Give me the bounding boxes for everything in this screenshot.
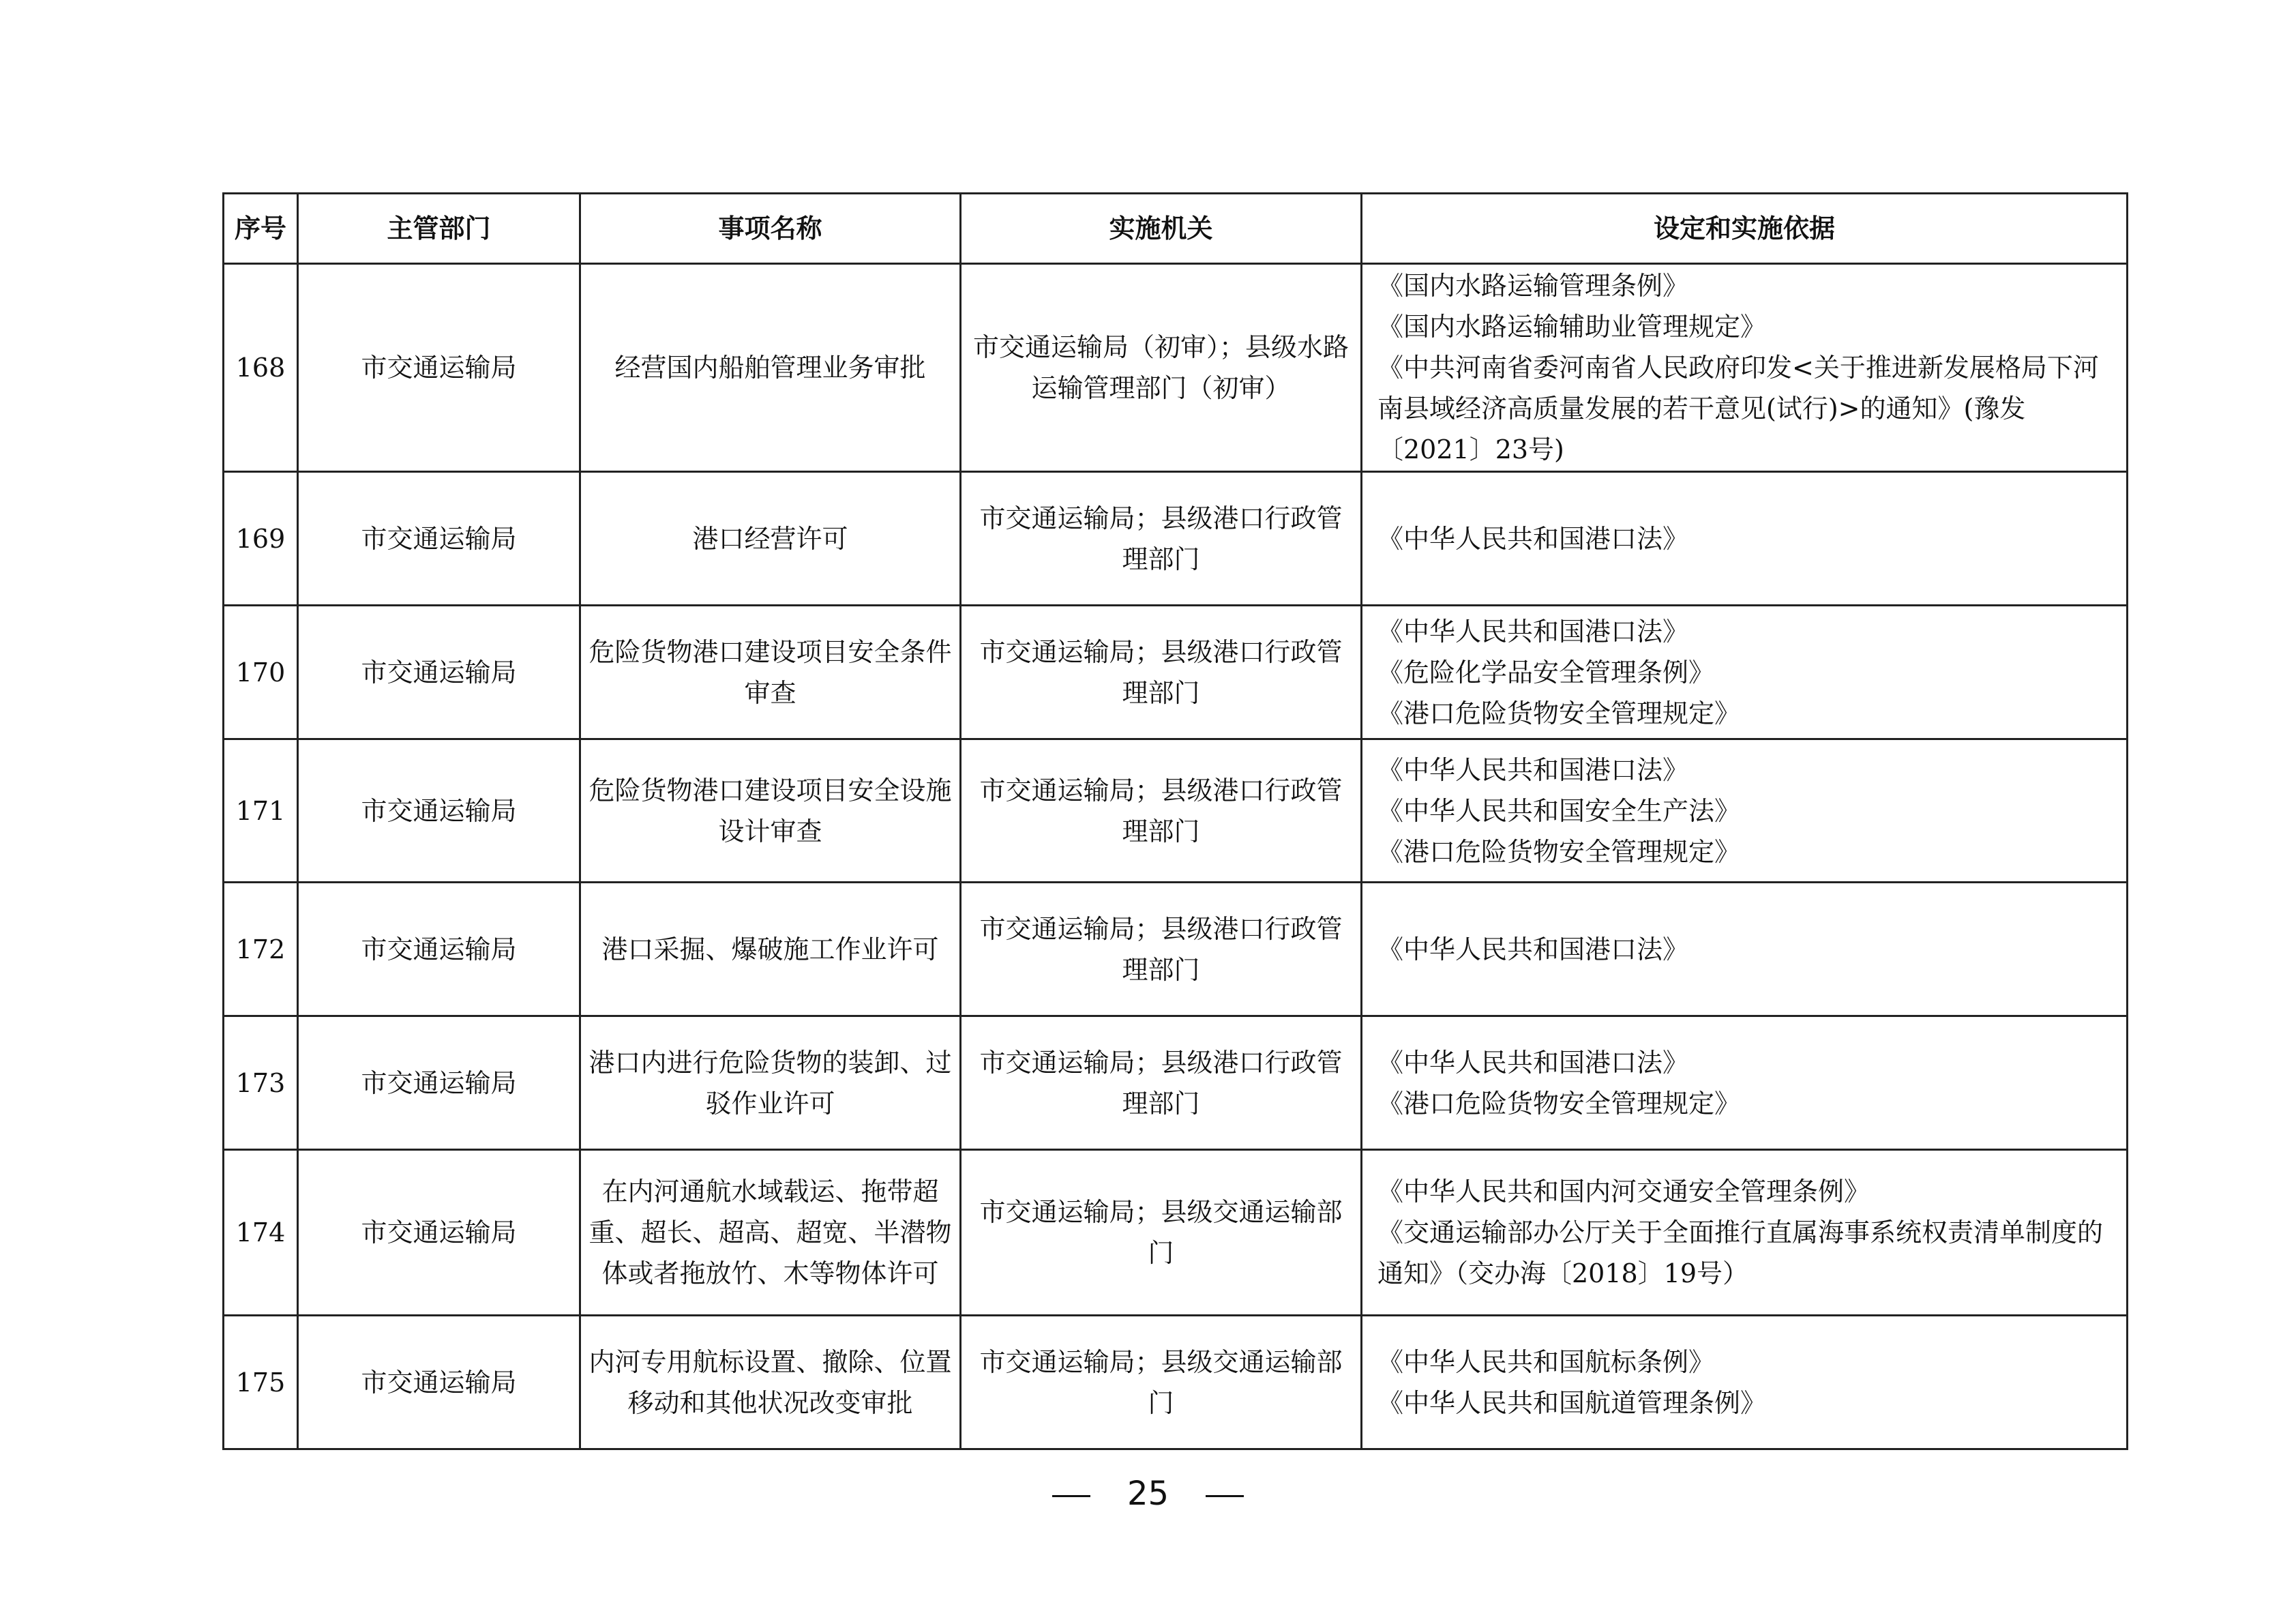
header-serial-number: 序号 [224,194,298,264]
table-row [224,472,2128,606]
right-dash [1206,1495,1244,1497]
cell-implementing-agency: 市交通运输局；县级交通运输部门 [961,1316,1362,1449]
cell-department: 市交通运输局 [298,472,580,606]
cell-implementing-agency: 市交通运输局；县级交通运输部门 [961,1150,1362,1316]
cell-department: 市交通运输局 [298,1150,580,1316]
cell-implementing-agency: 市交通运输局；县级港口行政管理部门 [961,472,1362,606]
table-row [224,606,2128,739]
cell-item-name: 港口经营许可 [580,472,961,606]
cell-department: 市交通运输局 [298,264,580,472]
basis-line: 《国内水路运输管理条例》 [1377,271,1689,301]
basis-line: 《中华人民共和国内河交通安全管理条例》 [1377,1177,1870,1207]
basis-line: 《中华人民共和国港口法》 [1377,1047,1689,1078]
basis-line: 《港口危险货物安全管理规定》 [1377,836,1741,867]
table-row [224,1016,2128,1150]
cell-item-name: 港口内进行危险货物的装卸、过驳作业许可 [580,1016,961,1150]
cell-legal-basis [1362,264,2128,472]
header-item-name: 事项名称 [580,194,961,264]
cell-serial-number: 172 [224,883,298,1016]
cell-implementing-agency: 市交通运输局（初审）；县级水路运输管理部门（初审） [961,264,1362,472]
table-header-row [224,194,2128,264]
table-row [224,1150,2128,1316]
cell-legal-basis [1362,739,2128,883]
cell-item-name: 危险货物港口建设项目安全设施设计审查 [580,739,961,883]
cell-item-name: 经营国内船舶管理业务审批 [580,264,961,472]
cell-implementing-agency: 市交通运输局；县级港口行政管理部门 [961,883,1362,1016]
header-legal-basis: 设定和实施依据 [1362,194,2128,264]
basis-line: 《中华人民共和国港口法》 [1377,616,1689,647]
approval-table-container [222,192,2126,1450]
cell-department: 市交通运输局 [298,606,580,739]
cell-serial-number: 170 [224,606,298,739]
header-department: 主管部门 [298,194,580,264]
basis-line: 《中华人民共和国安全生产法》 [1377,795,1741,826]
cell-serial-number: 174 [224,1150,298,1316]
table-row [224,883,2128,1016]
basis-line: 《港口危险货物安全管理规定》 [1377,1088,1741,1119]
cell-legal-basis [1362,1016,2128,1150]
table-row [224,739,2128,883]
cell-legal-basis [1362,472,2128,606]
cell-implementing-agency: 市交通运输局；县级港口行政管理部门 [961,739,1362,883]
header-implementing-agency: 实施机关 [961,194,1362,264]
cell-serial-number: 173 [224,1016,298,1150]
cell-item-name: 在内河通航水域载运、拖带超重、超长、超高、超宽、半潜物体或者拖放竹、木等物体许可 [580,1150,961,1316]
cell-legal-basis [1362,1150,2128,1316]
basis-line: 《国内水路运输辅助业管理规定》 [1377,312,1767,342]
cell-legal-basis [1362,1316,2128,1449]
left-dash [1052,1495,1090,1497]
cell-serial-number: 175 [224,1316,298,1449]
basis-line: 《中华人民共和国港口法》 [1377,523,1689,554]
cell-department: 市交通运输局 [298,739,580,883]
cell-implementing-agency: 市交通运输局；县级港口行政管理部门 [961,1016,1362,1150]
cell-legal-basis [1362,883,2128,1016]
cell-department: 市交通运输局 [298,1316,580,1449]
basis-line: 《中华人民共和国航标条例》 [1377,1346,1715,1377]
basis-line: 《港口危险货物安全管理规定》 [1377,698,1741,728]
approval-items-table [222,192,2128,1450]
basis-line: 《中共河南省委河南省人民政府印发<关于推进新发展格局下河南县域经济高质量发展的若干意见(试行)>的通知》(豫发〔2021〕23号) [1377,353,2099,464]
cell-serial-number: 168 [224,264,298,472]
cell-department: 市交通运输局 [298,1016,580,1150]
basis-line: 《交通运输部办公厅关于全面推行直属海事系统权责清单制度的通知》（交办海〔2018〕19号） [1377,1217,2104,1288]
cell-item-name: 危险货物港口建设项目安全条件审查 [580,606,961,739]
basis-line: 《中华人民共和国航道管理条例》 [1377,1387,1767,1418]
cell-legal-basis [1362,606,2128,739]
table-row [224,1316,2128,1449]
cell-item-name: 内河专用航标设置、撤除、位置移动和其他状况改变审批 [580,1316,961,1449]
cell-item-name: 港口采掘、爆破施工作业许可 [580,883,961,1016]
cell-serial-number: 171 [224,739,298,883]
basis-line: 《中华人民共和国港口法》 [1377,754,1689,785]
basis-line: 《中华人民共和国港口法》 [1377,934,1689,964]
cell-department: 市交通运输局 [298,883,580,1016]
page-number: 25 [1127,1475,1169,1513]
table-row [224,264,2128,472]
basis-line: 《危险化学品安全管理条例》 [1377,657,1715,688]
cell-serial-number: 169 [224,472,298,606]
cell-implementing-agency: 市交通运输局；县级港口行政管理部门 [961,606,1362,739]
page-footer [0,1466,2296,1521]
